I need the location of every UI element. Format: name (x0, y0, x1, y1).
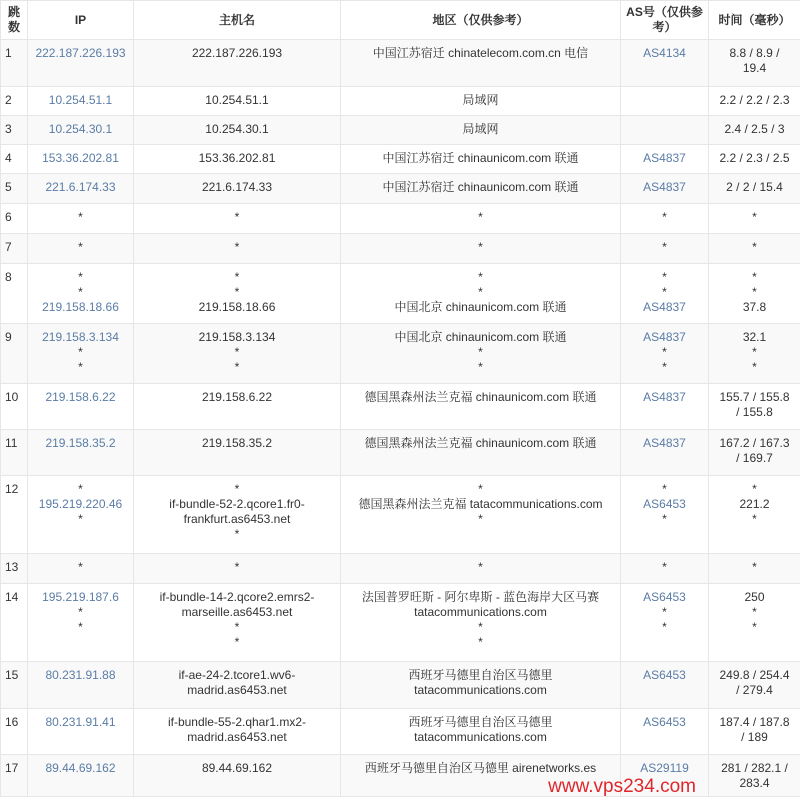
region-cell-text: * (343, 635, 618, 650)
time-cell-text: 2.4 / 2.5 / 3 (711, 122, 798, 137)
as-cell (621, 662, 709, 709)
hostname-cell (134, 87, 341, 116)
hop-number: 2 (1, 87, 28, 116)
time-cell (709, 755, 800, 797)
time-cell-text: * (711, 345, 798, 360)
hostname-cell (134, 234, 341, 264)
table-row (1, 476, 800, 554)
time-cell (709, 234, 800, 264)
header-time: 时间（毫秒） (709, 1, 800, 40)
hostname-cell (134, 324, 341, 384)
ip-link[interactable]: 10.254.30.1 (30, 122, 131, 137)
as-cell-text: * (623, 285, 706, 300)
region-cell-text: tatacommunications.com (343, 683, 618, 698)
hostname-cell-text: marseille.as6453.net (136, 605, 338, 620)
hop-number: 10 (1, 384, 28, 430)
hostname-cell-text: 221.6.174.33 (136, 180, 338, 195)
region-cell-text: tatacommunications.com (343, 730, 618, 745)
region-cell (341, 234, 621, 264)
as-link[interactable]: AS6453 (623, 715, 706, 730)
as-cell (621, 264, 709, 324)
time-cell (709, 430, 800, 476)
hostname-cell-text: 219.158.18.66 (136, 300, 338, 315)
as-link[interactable]: AS4837 (623, 436, 706, 451)
time-cell-text: * (711, 620, 798, 635)
hop-number: 14 (1, 584, 28, 662)
region-cell-text: * (343, 240, 618, 255)
hostname-cell-text: 89.44.69.162 (136, 761, 338, 776)
hostname-cell-text: madrid.as6453.net (136, 683, 338, 698)
region-cell (341, 554, 621, 584)
hop-number: 17 (1, 755, 28, 797)
region-cell-text: * (343, 345, 618, 360)
as-cell-text: * (623, 560, 706, 575)
as-cell (621, 116, 709, 145)
ip-cell (28, 87, 134, 116)
hostname-cell-text: * (136, 240, 338, 255)
hostname-cell-text: * (136, 527, 338, 542)
time-cell-text: 187.4 / 187.8 (711, 715, 798, 730)
header-hop: 跳数 (1, 1, 28, 40)
table-row (1, 384, 800, 430)
as-link[interactable]: AS4837 (623, 151, 706, 166)
hop-number: 8 (1, 264, 28, 324)
ip-link[interactable]: 153.36.202.81 (30, 151, 131, 166)
region-cell-text: 德国黑森州法兰克福 tatacommunications.com (343, 497, 618, 512)
table-row (1, 264, 800, 324)
time-cell-text: * (711, 270, 798, 285)
time-cell-text: 8.8 / 8.9 / (711, 46, 798, 61)
ip-cell-text: * (30, 240, 131, 255)
as-cell (621, 476, 709, 554)
hostname-cell (134, 174, 341, 204)
time-cell-text: 167.2 / 167.3 (711, 436, 798, 451)
ip-cell-text: * (30, 285, 131, 300)
ip-cell-text: * (30, 360, 131, 375)
time-cell-text: * (711, 360, 798, 375)
hostname-cell (134, 755, 341, 797)
ip-cell-text: * (30, 560, 131, 575)
ip-link[interactable]: 80.231.91.88 (30, 668, 131, 683)
ip-link[interactable]: 89.44.69.162 (30, 761, 131, 776)
table-row (1, 116, 800, 145)
ip-cell (28, 709, 134, 755)
as-link[interactable]: AS4837 (623, 330, 706, 345)
ip-cell (28, 430, 134, 476)
as-cell (621, 430, 709, 476)
hostname-cell-text: * (136, 285, 338, 300)
time-cell-text: * (711, 240, 798, 255)
ip-link[interactable]: 10.254.51.1 (30, 93, 131, 108)
hostname-cell-text: 153.36.202.81 (136, 151, 338, 166)
time-cell (709, 204, 800, 234)
hostname-cell-text: if-bundle-14-2.qcore2.emrs2- (136, 590, 338, 605)
as-cell-text: * (623, 345, 706, 360)
as-cell-text (623, 93, 706, 108)
time-cell-text: * (711, 512, 798, 527)
region-cell-text: 中国北京 chinaunicom.com 联通 (343, 330, 618, 345)
header-hostname: 主机名 (134, 1, 341, 40)
region-cell-text: 法国普罗旺斯 - 阿尔卑斯 - 蓝色海岸大区马赛 (343, 590, 618, 605)
hostname-cell (134, 384, 341, 430)
hostname-cell-text: if-bundle-52-2.qcore1.fr0- (136, 497, 338, 512)
time-cell (709, 174, 800, 204)
region-cell-text: 中国北京 chinaunicom.com 联通 (343, 300, 618, 315)
as-cell (621, 87, 709, 116)
hop-number: 9 (1, 324, 28, 384)
ip-cell (28, 145, 134, 174)
region-cell-text: 西班牙马德里自治区马德里 (343, 668, 618, 683)
ip-link[interactable]: 219.158.6.22 (30, 390, 131, 405)
table-row (1, 234, 800, 264)
time-cell (709, 87, 800, 116)
hostname-cell (134, 145, 341, 174)
table-row (1, 145, 800, 174)
time-cell-text: 249.8 / 254.4 (711, 668, 798, 683)
as-cell-text: * (623, 210, 706, 225)
hostname-cell (134, 430, 341, 476)
region-cell-text: * (343, 620, 618, 635)
ip-link[interactable]: 221.6.174.33 (30, 180, 131, 195)
region-cell-text: 中国江苏宿迁 chinaunicom.com 联通 (343, 180, 618, 195)
ip-cell-text: * (30, 482, 131, 497)
time-cell (709, 264, 800, 324)
as-cell (621, 40, 709, 87)
hostname-cell-text: if-ae-24-2.tcore1.wv6- (136, 668, 338, 683)
time-cell-text: * (711, 560, 798, 575)
ip-cell-text: * (30, 605, 131, 620)
region-cell-text: 德国黑森州法兰克福 chinaunicom.com 联通 (343, 390, 618, 405)
as-link[interactable]: AS4134 (623, 46, 706, 61)
as-link[interactable]: AS6453 (623, 497, 706, 512)
as-link[interactable]: AS4837 (623, 300, 706, 315)
hop-number: 1 (1, 40, 28, 87)
table-row (1, 584, 800, 662)
as-cell-text: * (623, 270, 706, 285)
hop-number: 11 (1, 430, 28, 476)
hop-number: 4 (1, 145, 28, 174)
region-cell (341, 324, 621, 384)
ip-cell-text: * (30, 270, 131, 285)
hostname-cell (134, 204, 341, 234)
time-cell (709, 324, 800, 384)
as-link[interactable]: AS6453 (623, 668, 706, 683)
region-cell-text: 局域网 (343, 93, 618, 108)
region-cell-text: * (343, 512, 618, 527)
hostname-cell-text: frankfurt.as6453.net (136, 512, 338, 527)
as-cell (621, 584, 709, 662)
table-row (1, 174, 800, 204)
region-cell (341, 174, 621, 204)
hostname-cell (134, 662, 341, 709)
hop-number: 15 (1, 662, 28, 709)
as-cell (621, 709, 709, 755)
hostname-cell-text: 222.187.226.193 (136, 46, 338, 61)
time-cell-text: 221.2 (711, 497, 798, 512)
time-cell-text: * (711, 482, 798, 497)
table-row (1, 40, 800, 87)
as-link[interactable]: AS29119 (623, 761, 706, 776)
time-cell (709, 709, 800, 755)
region-cell-text: * (343, 210, 618, 225)
watermark: www.vps234.com (548, 777, 696, 796)
ip-cell (28, 384, 134, 430)
hop-number: 3 (1, 116, 28, 145)
region-cell (341, 384, 621, 430)
hop-number: 5 (1, 174, 28, 204)
region-cell-text: * (343, 482, 618, 497)
time-cell-text: 281 / 282.1 / (711, 761, 798, 776)
hop-number: 7 (1, 234, 28, 264)
as-cell-text (623, 122, 706, 137)
hostname-cell (134, 40, 341, 87)
region-cell (341, 662, 621, 709)
table-row (1, 87, 800, 116)
ip-link[interactable]: 80.231.91.41 (30, 715, 131, 730)
region-cell-text: 局域网 (343, 122, 618, 137)
ip-cell (28, 755, 134, 797)
region-cell (341, 145, 621, 174)
hostname-cell-text: * (136, 345, 338, 360)
region-cell-text: * (343, 360, 618, 375)
time-cell-text: 2.2 / 2.2 / 2.3 (711, 93, 798, 108)
region-cell-text: 中国江苏宿迁 chinaunicom.com 联通 (343, 151, 618, 166)
as-cell (621, 384, 709, 430)
region-cell-text: * (343, 560, 618, 575)
ip-cell (28, 476, 134, 554)
as-cell-text: * (623, 360, 706, 375)
hop-number: 16 (1, 709, 28, 755)
region-cell (341, 116, 621, 145)
region-cell (341, 584, 621, 662)
region-cell-text: 中国江苏宿迁 chinatelecom.com.cn 电信 (343, 46, 618, 61)
time-cell-text: 250 (711, 590, 798, 605)
time-cell-text: 19.4 (711, 61, 798, 76)
region-cell (341, 40, 621, 87)
hostname-cell-text: * (136, 210, 338, 225)
as-link[interactable]: AS6453 (623, 590, 706, 605)
as-cell-text: * (623, 482, 706, 497)
header-ip: IP (28, 1, 134, 40)
table-row (1, 430, 800, 476)
time-cell-text: * (711, 285, 798, 300)
hostname-cell-text: 10.254.30.1 (136, 122, 338, 137)
ip-cell (28, 584, 134, 662)
as-cell (621, 204, 709, 234)
hostname-cell-text: 219.158.6.22 (136, 390, 338, 405)
hostname-cell-text: * (136, 560, 338, 575)
time-cell-text: 283.4 (711, 776, 798, 791)
time-cell-text: / 189 (711, 730, 798, 745)
ip-link[interactable]: 219.158.18.66 (30, 300, 131, 315)
time-cell-text: 37.8 (711, 300, 798, 315)
hostname-cell-text: 10.254.51.1 (136, 93, 338, 108)
region-cell (341, 476, 621, 554)
as-cell-text: * (623, 605, 706, 620)
as-cell (621, 174, 709, 204)
ip-cell (28, 554, 134, 584)
ip-cell-text: * (30, 210, 131, 225)
region-cell-text: 西班牙马德里自治区马德里 airenetworks.es (343, 761, 618, 776)
hostname-cell (134, 116, 341, 145)
region-cell-text: 西班牙马德里自治区马德里 (343, 715, 618, 730)
ip-cell (28, 662, 134, 709)
as-cell (621, 234, 709, 264)
hop-number: 6 (1, 204, 28, 234)
region-cell-text: * (343, 270, 618, 285)
as-cell-text: * (623, 620, 706, 635)
ip-cell (28, 324, 134, 384)
hostname-cell-text: * (136, 635, 338, 650)
hostname-cell-text: * (136, 270, 338, 285)
region-cell-text: tatacommunications.com (343, 605, 618, 620)
region-cell (341, 709, 621, 755)
region-cell (341, 430, 621, 476)
ip-cell (28, 116, 134, 145)
as-cell (621, 324, 709, 384)
ip-link[interactable]: 219.158.35.2 (30, 436, 131, 451)
as-cell (621, 554, 709, 584)
time-cell-text: * (711, 210, 798, 225)
time-cell-text: / 169.7 (711, 451, 798, 466)
as-link[interactable]: AS4837 (623, 180, 706, 195)
as-cell (621, 145, 709, 174)
time-cell (709, 145, 800, 174)
hostname-cell-text: * (136, 620, 338, 635)
ip-cell (28, 204, 134, 234)
hostname-cell-text: * (136, 360, 338, 375)
table-header (1, 1, 800, 40)
region-cell (341, 87, 621, 116)
region-cell-text: 德国黑森州法兰克福 chinaunicom.com 联通 (343, 436, 618, 451)
ip-cell (28, 264, 134, 324)
hostname-cell-text: 219.158.3.134 (136, 330, 338, 345)
as-cell-text: * (623, 512, 706, 527)
ip-cell-text: * (30, 345, 131, 360)
time-cell-text: 32.1 (711, 330, 798, 345)
time-cell-text: 2 / 2 / 15.4 (711, 180, 798, 195)
time-cell (709, 584, 800, 662)
header-region: 地区（仅供参考） (341, 1, 621, 40)
hostname-cell (134, 476, 341, 554)
time-cell-text: / 279.4 (711, 683, 798, 698)
time-cell (709, 384, 800, 430)
region-cell-text: * (343, 285, 618, 300)
hostname-cell-text: * (136, 482, 338, 497)
header-as: AS号（仅供参考） (621, 1, 709, 40)
time-cell-text: * (711, 605, 798, 620)
hostname-cell (134, 584, 341, 662)
time-cell (709, 554, 800, 584)
ip-link[interactable]: 195.219.187.6 (30, 590, 131, 605)
hostname-cell-text: 219.158.35.2 (136, 436, 338, 451)
time-cell (709, 476, 800, 554)
hostname-cell-text: madrid.as6453.net (136, 730, 338, 745)
as-link[interactable]: AS4837 (623, 390, 706, 405)
time-cell (709, 662, 800, 709)
ip-link[interactable]: 195.219.220.46 (30, 497, 131, 512)
hostname-cell-text: if-bundle-55-2.qhar1.mx2- (136, 715, 338, 730)
ip-link[interactable]: 219.158.3.134 (30, 330, 131, 345)
hostname-cell (134, 554, 341, 584)
time-cell (709, 40, 800, 87)
ip-cell (28, 234, 134, 264)
table-row (1, 709, 800, 755)
table-row (1, 204, 800, 234)
ip-link[interactable]: 222.187.226.193 (30, 46, 131, 61)
table-row (1, 662, 800, 709)
ip-cell (28, 40, 134, 87)
ip-cell-text: * (30, 512, 131, 527)
region-cell (341, 204, 621, 234)
time-cell-text: 155.7 / 155.8 (711, 390, 798, 405)
hop-number: 12 (1, 476, 28, 554)
hop-number: 13 (1, 554, 28, 584)
ip-cell (28, 174, 134, 204)
hostname-cell (134, 709, 341, 755)
ip-cell-text: * (30, 620, 131, 635)
time-cell (709, 116, 800, 145)
hostname-cell (134, 264, 341, 324)
time-cell-text: 2.2 / 2.3 / 2.5 (711, 151, 798, 166)
table-row (1, 324, 800, 384)
region-cell (341, 264, 621, 324)
table-row (1, 554, 800, 584)
time-cell-text: / 155.8 (711, 405, 798, 420)
as-cell-text: * (623, 240, 706, 255)
